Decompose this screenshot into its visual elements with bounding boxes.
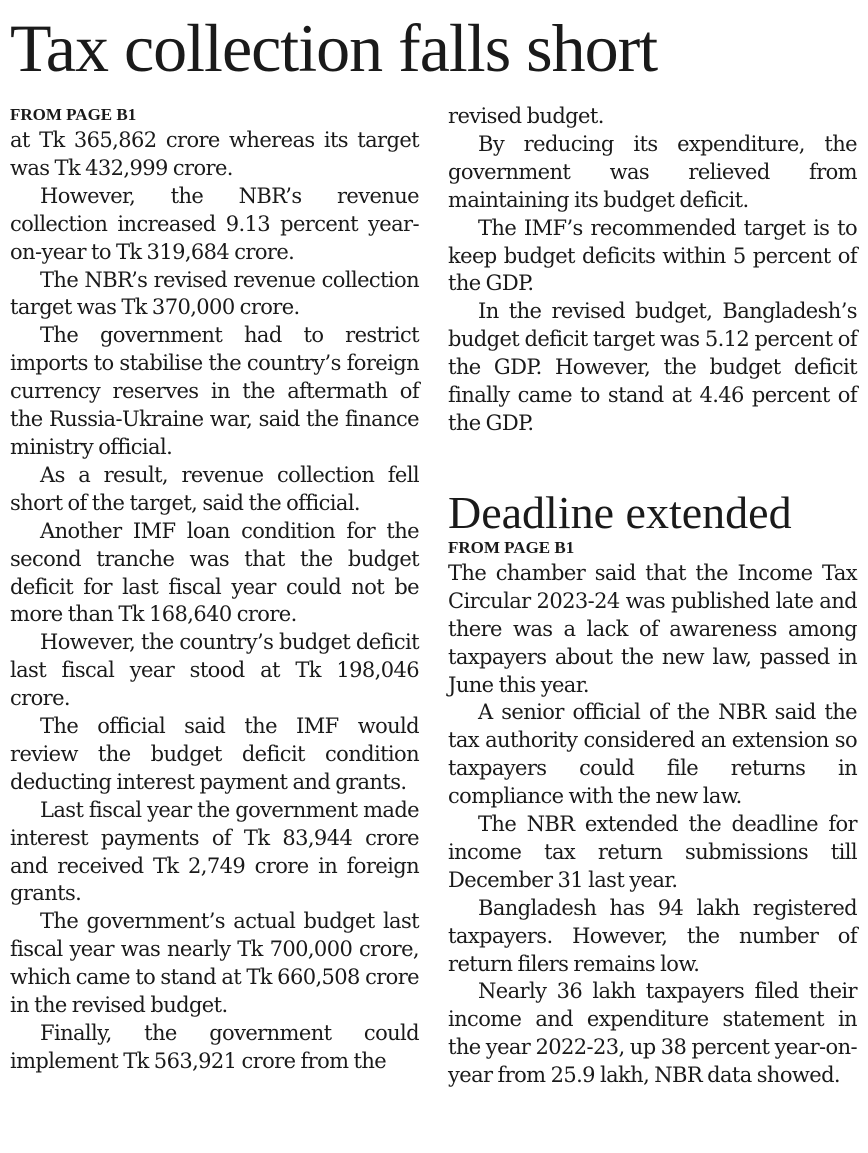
paragraph: However, the country’s budget deficit last fiscal year stood at Tk 198,046 crore. [10,630,419,711]
paragraph: By reducing its expenditure, the government was relieved from maintaining its budget deficit. [448,131,857,212]
paragraph: The government’s actual budget last fiscal year was nearly Tk 700,000 crore, which came to stand at Tk 660,508 crore in the revised budget. [10,909,419,1018]
paragraph: The IMF’s recommended target is to keep budget deficits within 5 percent of the GDP. [448,215,857,296]
paragraph: The NBR’s revised revenue collection target was Tk 370,000 crore. [10,267,419,320]
paragraph: The official said the IMF would review the budget deficit condition deducting interest payment and grants. [10,714,419,794]
section-spacer [448,438,857,490]
paragraph: at Tk 365,862 crore whereas its target was Tk 432,999 crore. [10,128,419,180]
headline-deadline-extended: Deadline extended [448,486,792,538]
paragraph: Bangladesh has 94 lakh registered taxpayers. However, the number of return filers remains low. [448,895,857,976]
paragraph: Nearly 36 lakh taxpayers filed their income and expenditure statement in the year 2022-23, up 38 percent year-on-year from 25.9 lakh, NBR data showed. [448,979,857,1088]
paragraph: In the revised budget, Bangladesh’s budget deficit target was 5.12 percent of the GDP. However, the budget deficit finally came to stand at 4.46 percent of the GDP. [448,299,857,435]
paragraph: A senior official of the NBR said the tax authority considered an extension so taxpayers could file returns in compliance with the new law. [448,700,857,809]
article-column-2 [448,103,857,1090]
paragraph: Finally, the government could implement Tk 563,921 crore from the [10,1021,419,1073]
paragraph: Last fiscal year the government made interest payments of Tk 83,944 crore and received Tk 2,749 crore in foreign grants. [10,797,419,906]
paragraph: However, the NBR’s revenue collection increased 9.13 percent year-on-year to Tk 319,684 crore. [10,183,419,264]
paragraph: Another IMF loan condition for the second tranche was that the budget deficit for last fiscal year could not be more than Tk 168,640 crore. [10,518,419,627]
continued-from-label: FROM PAGE B1 [10,105,137,124]
paragraph: revised budget. [448,104,604,128]
headline-tax-collection: Tax collection falls short [10,10,658,86]
paragraph: The chamber said that the Income Tax Circular 2023-24 was published late and there was a lack of awareness among taxpayers about the new law, passed in June this year. [448,560,857,697]
paragraph: The government had to restrict imports to stabilise the country’s foreign currency reserves in the aftermath of the Russia-Ukraine war, said the finance ministry official. [10,323,419,459]
continued-from-label: FROM PAGE B1 [448,537,575,557]
article-tax-collection-column-1 [10,103,419,1076]
paragraph: The NBR extended the deadline for income tax return submissions till December 31 last year. [448,812,857,892]
paragraph: As a result, revenue collection fell short of the target, said the official. [10,462,419,515]
